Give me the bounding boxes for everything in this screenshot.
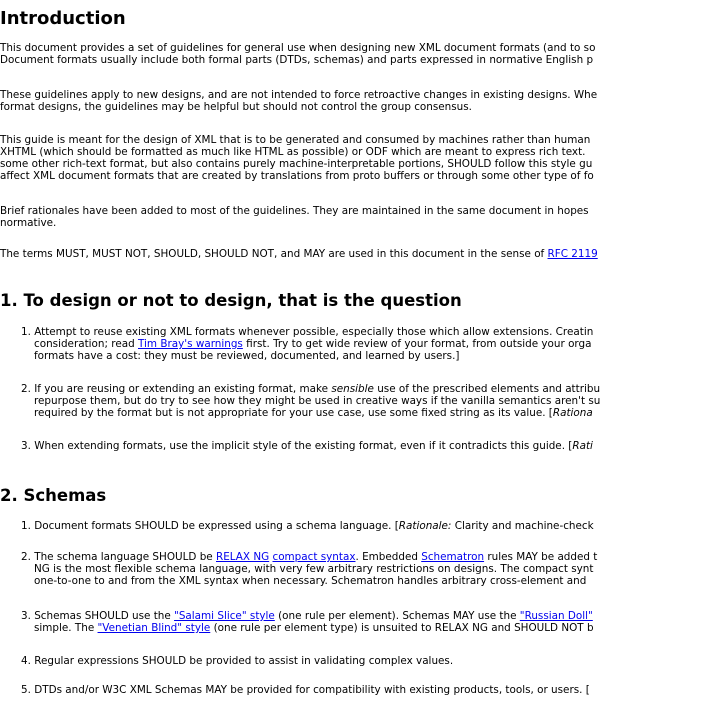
text-fragment: required by the format but is not appropriate for your use case, use some fixed string as its value. [ [34, 407, 553, 419]
venetian-blind-link[interactable]: "Venetian Blind" style [97, 622, 211, 634]
text-line: repurpose them, but do try to see how they might be used in creative ways if the vanilla semantics aren't su [34, 395, 601, 407]
section-2-item-1 [21, 520, 702, 532]
intro-paragraph-5 [0, 248, 702, 260]
section-2-item-4 [21, 655, 702, 667]
emphasis-text: Rationa [552, 407, 593, 419]
text-fragment: consideration; read [34, 338, 138, 350]
russian-doll-link[interactable]: "Russian Doll" [519, 610, 593, 622]
text-fragment: rules MAY be added t [484, 551, 598, 563]
text-line: one-to-one to and from the XML syntax when necessary. Schematron handles arbitrary cross-element and [34, 575, 587, 587]
text-line: some other rich-text format, but also contains purely machine-interpretable portions, SHOULD follow this style gu [0, 158, 593, 170]
salami-slice-link[interactable]: "Salami Slice" style [174, 610, 275, 622]
text-line [21, 407, 702, 419]
text-line: This document provides a set of guidelines for general use when designing new XML document formats (and to so [0, 42, 596, 54]
text-line: Document formats usually include both formal parts (DTDs, schemas) and parts expressed in normative English p [0, 54, 594, 66]
text-line: format designs, the guidelines may be helpful but should not control the group consensus. [0, 101, 472, 113]
text-line [21, 610, 702, 622]
text-line: NG is the most flexible schema language, with very few arbitrary restrictions on designs. The compact synt [34, 563, 594, 575]
text-fragment: 2. The schema language SHOULD be [21, 551, 216, 563]
text-line: formats have a cost: they must be reviewed, documented, and learned by users.] [34, 350, 460, 362]
text-line [0, 248, 702, 260]
tim-bray-warnings-link[interactable]: Tim Bray's warnings [138, 338, 243, 350]
text-line: This guide is meant for the design of XML that is to be generated and consumed by machines rather than human [0, 134, 591, 146]
section-1-item-1 [21, 326, 702, 362]
text-line: 5. DTDs and/or W3C XML Schemas MAY be provided for compatibility with existing products, tools, or users. [ [21, 684, 590, 696]
text-line: 4. Regular expressions SHOULD be provided to assist in validating complex values. [21, 655, 454, 667]
text-line [21, 520, 702, 532]
text-fragment: 3. When extending formats, use the implicit style of the existing format, even if it contradicts this guide. [ [21, 440, 573, 452]
text-line: Brief rationales have been added to most of the guidelines. They are maintained in the same document in hopes [0, 205, 589, 217]
relax-ng-link[interactable]: RELAX NG [216, 551, 270, 563]
text-line: XHTML (which should be formatted as much like HTML as possible) or ODF which are meant to express rich text. [0, 146, 586, 158]
text-fragment: 1. Document formats SHOULD be expressed using a schema language. [ [21, 520, 399, 532]
text-fragment: first. Try to get wide review of your format, from outside your orga [242, 338, 592, 350]
emphasis-text: Rati [572, 440, 593, 452]
schematron-link[interactable]: Schematron [421, 551, 485, 563]
text-fragment: (one rule per element type) is unsuited to RELAX NG and SHOULD NOT b [210, 622, 594, 634]
text-line: These guidelines apply to new designs, and are not intended to force retroactive changes in existing designs. Whe [0, 89, 598, 101]
text-fragment: 3. Schemas SHOULD use the [21, 610, 175, 622]
intro-heading: Introduction [0, 8, 126, 29]
text-fragment: 2. If you are reusing or extending an existing format, make [21, 383, 332, 395]
section-1-item-2 [21, 383, 702, 419]
text-fragment: . Embedded [355, 551, 422, 563]
text-line: 1. Attempt to reuse existing XML formats whenever possible, especially those which allow extensions. Creatin [21, 326, 594, 338]
text-fragment: use of the prescribed elements and attribu [373, 383, 601, 395]
text-line [21, 551, 702, 563]
section-2-item-3 [21, 610, 702, 634]
emphasis-text: Rationale: [398, 520, 452, 532]
section-2-item-5 [21, 684, 702, 696]
text-fragment: The terms MUST, MUST NOT, SHOULD, SHOULD NOT, and MAY are used in this document in the sense of [0, 248, 548, 260]
text-line [21, 622, 702, 634]
text-fragment: (one rule per element). Schemas MAY use the [274, 610, 520, 622]
text-line [21, 440, 702, 452]
text-line [21, 338, 702, 350]
intro-paragraph-3 [0, 134, 702, 182]
text-line [21, 383, 702, 395]
intro-paragraph-2 [0, 89, 702, 113]
intro-paragraph-4 [0, 205, 702, 229]
text-fragment: Clarity and machine-check [451, 520, 594, 532]
section-2-heading: 2. Schemas [0, 486, 107, 505]
rfc-2119-link[interactable]: RFC 2119 [547, 248, 598, 260]
section-2-item-2 [21, 551, 702, 587]
intro-paragraph-1 [0, 42, 702, 66]
text-fragment: simple. The [34, 622, 98, 634]
text-line: affect XML document formats that are created by translations from proto buffers or through some other type of fo [0, 170, 594, 182]
emphasis-text: sensible [331, 383, 374, 395]
section-1-heading: 1. To design or not to design, that is the question [0, 291, 462, 310]
compact-syntax-link[interactable]: compact syntax [272, 551, 356, 563]
text-line: normative. [0, 217, 57, 229]
section-1-item-3 [21, 440, 702, 452]
